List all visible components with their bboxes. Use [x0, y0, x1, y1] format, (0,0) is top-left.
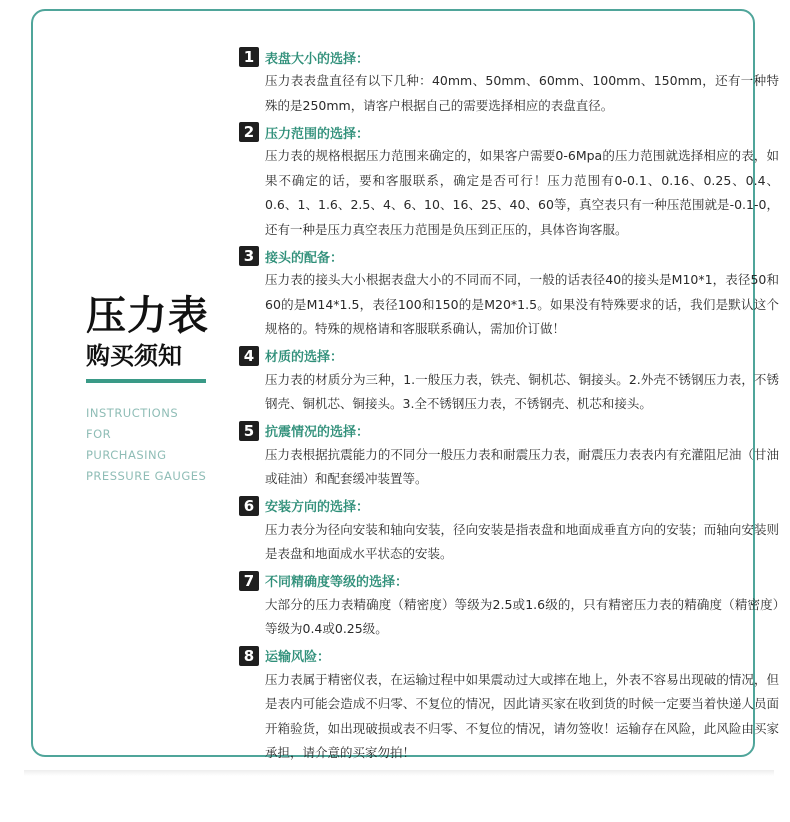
english-line: PRESSURE GAUGES — [86, 469, 207, 483]
bottom-shadow — [24, 770, 774, 776]
section-header — [239, 571, 779, 591]
section-body: 压力表根据抗震能力的不同分一般压力表和耐震压力表，耐震压力表表内有充灌阻尼油（甘油或硅油）和配套缓冲装置等。 — [265, 446, 779, 486]
section-heading: 抗震情况的选择： — [265, 425, 370, 440]
section-header — [239, 496, 779, 516]
sections-list — [239, 47, 779, 770]
section-body: 压力表的规格根据压力范围来确定的，如果客户需要0-6Mpa的压力范围就选择相应的表，如果不确定的话，要和客服联系，确定是否可行！压力范围有0-0.1、0.16、0.25、0.4、0.6、1、1.6、2.5、4、6、10、16、25、40、60等，真空表只有一种压范围就是-0.1-0，还有一种是压力真空表压力范围是负压到正压的，具体咨询客服。 — [265, 148, 779, 237]
section-header — [239, 346, 779, 366]
section-dial-size — [239, 47, 779, 118]
section-shipping-risk — [239, 646, 779, 766]
section-heading: 不同精确度等级的选择： — [265, 575, 409, 590]
section-header — [239, 421, 779, 441]
section-number-badge: 2 — [239, 122, 259, 142]
section-pressure-range — [239, 122, 779, 242]
accent-bar — [86, 379, 206, 383]
english-line: INSTRUCTIONS — [86, 406, 179, 420]
section-body: 压力表表盘直径有以下几种：40mm、50mm、60mm、100mm、150mm，还有一种特殊的是250mm，请客户根据自己的需要选择相应的表盘直径。 — [265, 73, 779, 113]
page-title: 压力表 — [86, 293, 209, 339]
section-number-badge: 7 — [239, 571, 259, 591]
section-header — [239, 122, 779, 142]
section-number-badge: 6 — [239, 496, 259, 516]
section-body: 压力表的接头大小根据表盘大小的不同而不同，一般的话表径40的接头是M10*1，表径50和60的是M14*1.5，表径100和150的是M20*1.5。如果没有特殊要求的话，我们是默认这个规格的。特殊的规格请和客服联系确认，需加价订做！ — [265, 272, 779, 336]
section-heading: 接头的配备： — [265, 250, 344, 266]
instructions-card — [31, 9, 779, 760]
section-number-badge: 5 — [239, 421, 259, 441]
section-header — [239, 646, 779, 666]
section-body: 压力表分为径向安装和轴向安装，径向安装是指表盘和地面成垂直方向的安装；而轴向安装则是表盘和地面成水平状态的安装。 — [265, 521, 779, 561]
section-number-badge: 1 — [239, 47, 259, 67]
section-header — [239, 246, 779, 266]
section-mounting — [239, 496, 779, 567]
section-body: 压力表属于精密仪表，在运输过程中如果震动过大或摔在地上，外表不容易出现破的情况，但是表内可能会造成不归零、不复位的情况，因此请买家在收到货的时候一定要当着快递人员面开箱验货，如出现破损或表不归零、不复位的情况，请勿签收！运输存在风险，此风险由买家承担，请介意的买家勿拍！ — [265, 671, 779, 760]
section-heading: 材质的选择： — [265, 350, 344, 365]
left-panel — [86, 293, 236, 487]
section-number-badge: 3 — [239, 246, 259, 266]
english-line: PURCHASING — [86, 448, 167, 462]
section-number-badge: 4 — [239, 346, 259, 366]
section-number-badge: 8 — [239, 646, 259, 666]
section-heading: 压力范围的选择： — [265, 126, 370, 142]
section-material — [239, 346, 779, 417]
section-body: 压力表的材质分为三种，1.一般压力表，铁壳、铜机芯、铜接头。2.外壳不锈钢压力表，不锈钢壳、铜机芯、铜接头。3.全不锈钢压力表，不锈钢壳、机芯和接头。 — [265, 371, 779, 411]
section-accuracy — [239, 571, 779, 642]
english-line: FOR — [86, 427, 112, 441]
section-heading: 运输风险： — [265, 650, 331, 665]
english-caption — [86, 403, 236, 487]
section-connector — [239, 246, 779, 342]
section-heading: 安装方向的选择： — [265, 500, 370, 515]
section-header — [239, 47, 779, 67]
section-heading: 表盘大小的选择： — [265, 51, 370, 67]
section-body: 大部分的压力表精确度（精密度）等级为2.5或1.6级的，只有精密压力表的精确度（精密度）等级为0.4或0.25级。 — [265, 596, 779, 636]
section-shockproof — [239, 421, 779, 492]
page-subtitle: 购买须知 — [86, 342, 182, 370]
